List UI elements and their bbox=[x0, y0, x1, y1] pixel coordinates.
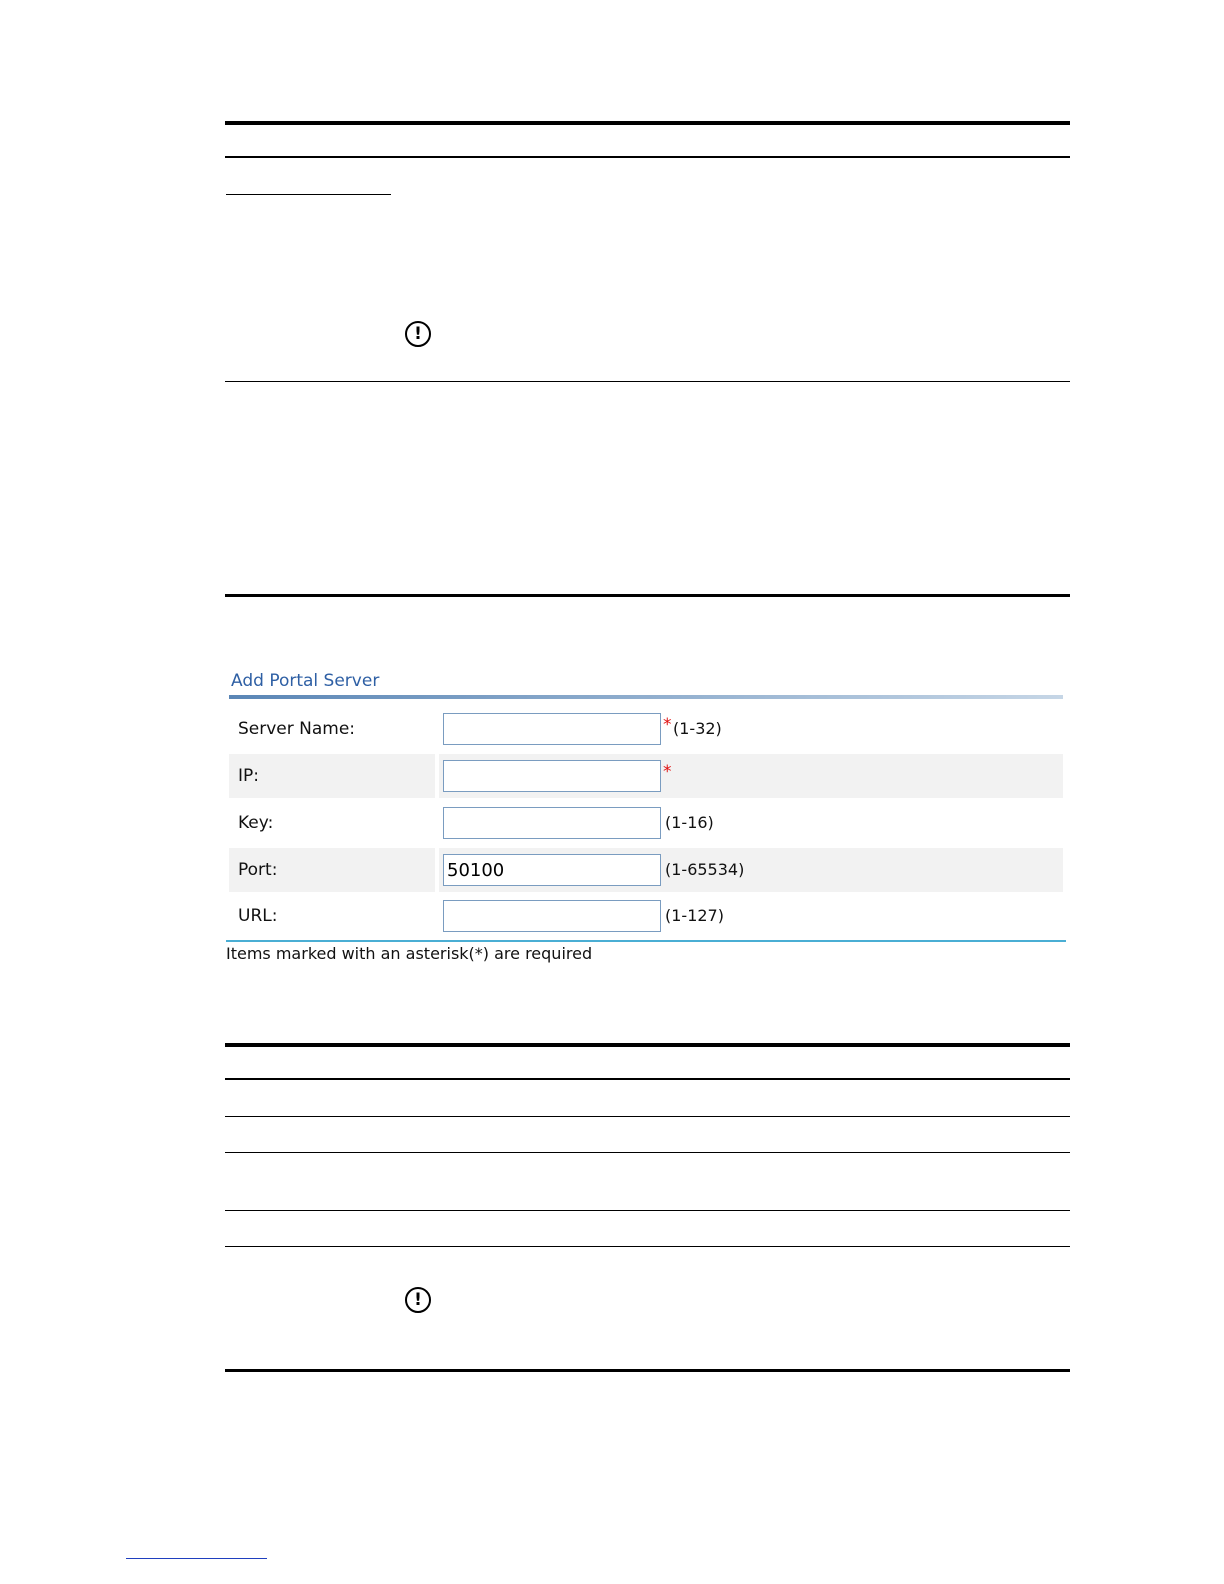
table2-top-rule bbox=[225, 1043, 1070, 1047]
important-icon: ! bbox=[405, 321, 431, 347]
url-cell bbox=[439, 894, 1063, 938]
table1-bottom-rule bbox=[225, 594, 1070, 597]
key-input[interactable] bbox=[443, 807, 661, 839]
table2-row-rule bbox=[225, 1210, 1070, 1211]
ip-input[interactable] bbox=[443, 760, 661, 792]
server-name-input[interactable] bbox=[443, 713, 661, 745]
table2-header-rule bbox=[225, 1078, 1070, 1080]
port-hint: (1-65534) bbox=[665, 860, 745, 879]
table1-top-rule bbox=[225, 121, 1070, 125]
footer-link-underline[interactable] bbox=[126, 1558, 267, 1559]
url-label: URL: bbox=[238, 906, 278, 926]
port-cell bbox=[439, 848, 1063, 892]
important-icon: ! bbox=[405, 1287, 431, 1313]
url-hint: (1-127) bbox=[665, 906, 724, 925]
required-footnote: Items marked with an asterisk(*) are required bbox=[226, 944, 593, 963]
table1-link-underline[interactable] bbox=[226, 194, 391, 195]
server-name-label: Server Name: bbox=[238, 719, 356, 739]
form-title: Add Portal Server bbox=[231, 671, 380, 691]
form-row-url bbox=[229, 894, 1063, 938]
ip-label: IP: bbox=[229, 754, 435, 798]
port-label: Port: bbox=[229, 848, 435, 892]
table2-row-rule bbox=[225, 1116, 1070, 1117]
port-input[interactable] bbox=[443, 854, 661, 886]
form-row-ip bbox=[229, 754, 1063, 798]
form-bottom-rule bbox=[226, 940, 1066, 942]
form-row-server-name bbox=[229, 707, 1063, 751]
table2-bottom-rule bbox=[225, 1369, 1070, 1372]
url-input[interactable] bbox=[443, 900, 661, 932]
key-hint: (1-16) bbox=[665, 813, 714, 832]
server-name-hint: (1-32) bbox=[673, 719, 722, 738]
key-cell bbox=[439, 801, 1063, 845]
table1-header-rule bbox=[225, 156, 1070, 158]
table2-row-rule bbox=[225, 1152, 1070, 1153]
form-row-key bbox=[229, 801, 1063, 845]
table2-row-rule bbox=[225, 1246, 1070, 1247]
key-label: Key: bbox=[238, 813, 274, 833]
table1-row-rule bbox=[225, 381, 1070, 382]
form-row-port bbox=[229, 848, 1063, 892]
server-name-cell bbox=[439, 707, 1063, 751]
required-mark: * bbox=[663, 762, 672, 782]
ip-cell bbox=[439, 754, 1063, 798]
form-title-bar bbox=[229, 695, 1063, 699]
required-mark: * bbox=[663, 715, 672, 735]
